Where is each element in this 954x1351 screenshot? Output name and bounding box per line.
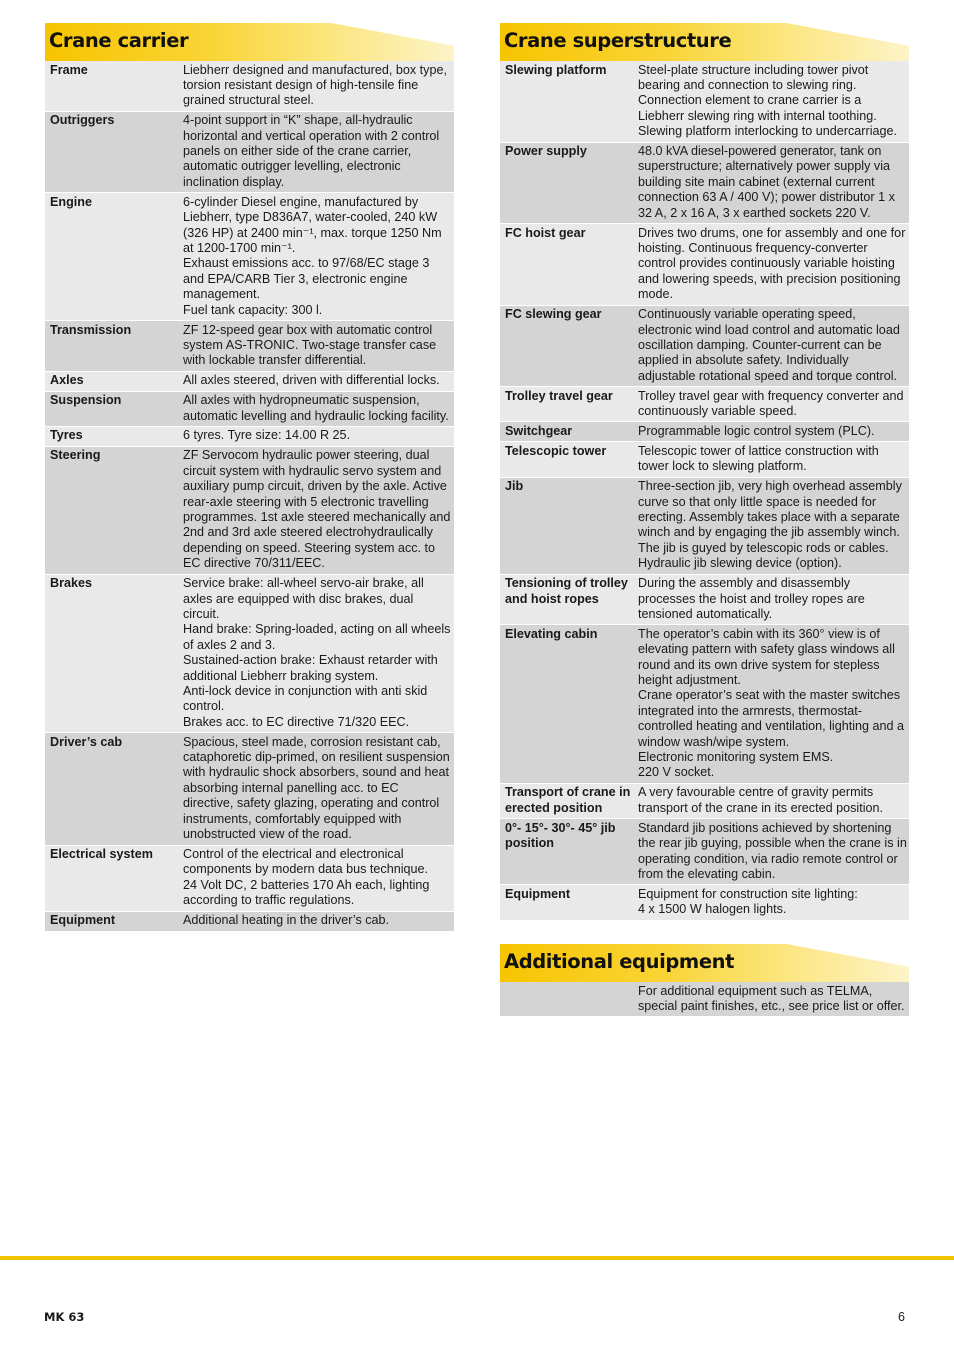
spec-row bbox=[500, 982, 909, 1016]
page-number: 6 bbox=[898, 1310, 905, 1324]
crane-superstructure-title: Crane superstructure bbox=[504, 29, 732, 52]
spec-row bbox=[45, 391, 454, 426]
spec-value: Spacious, steel made, corrosion resistant cab, cataphoretic dip-primed, on resilient suspension with hydraulic shock absorbers, sound and heat absorbing internal panelling acc. to EC directive, safety glazing, operating and control instruments, comfortably equipped with unobstructed view of the road. bbox=[178, 733, 454, 845]
spec-label: Slewing platform bbox=[500, 61, 633, 142]
spec-row bbox=[45, 911, 454, 930]
spec-value: Standard jib positions achieved by shortening the rear jib guying, possible when the crane is in operating condition, via radio remote control or from the elevating cabin. bbox=[633, 819, 909, 885]
spec-value: A very favourable centre of gravity permits transport of the crane in its erected position. bbox=[633, 783, 909, 818]
spec-value: Steel-plate structure including tower pivot bearing and connection to slewing ring. Connection element to crane carrier is a Liebherr slewing ring with internal toothing. Slewing platform interlocking to undercarriage. bbox=[633, 61, 909, 142]
spec-label: Frame bbox=[45, 61, 178, 111]
spec-value: ZF 12-speed gear box with automatic control system AS-TRONIC. Two-stage transfer case with lockable transfer differential. bbox=[178, 321, 454, 372]
spec-label: Equipment bbox=[45, 911, 178, 930]
spec-row bbox=[45, 446, 454, 574]
spec-row bbox=[45, 426, 454, 446]
spec-label: Equipment bbox=[500, 885, 633, 920]
spec-value: ZF Servocom hydraulic power steering, dual circuit system with hydraulic servo system and auxiliary pump circuit, driven by the axle. Active rear-axle steering with 5 electronic travelling programmes. 1st axle steered mechanically and 2nd and 3rd axle steered electrohydraulically depending on speed. Steering system acc. to EC directive 70/311/EEC. bbox=[178, 446, 454, 574]
spec-value: Programmable logic control system (PLC). bbox=[633, 422, 909, 442]
spec-label: Outriggers bbox=[45, 111, 178, 193]
spec-row bbox=[500, 442, 909, 477]
spec-row bbox=[500, 574, 909, 625]
spec-label: 0°- 15°- 30°- 45° jib position bbox=[500, 819, 633, 885]
spec-value: Control of the electrical and electronical components by modern data bus technique. 24 Volt DC, 2 batteries 170 Ah each, lighting according to traffic regulations. bbox=[178, 845, 454, 911]
additional-equipment-section bbox=[500, 944, 909, 1016]
spec-value: 6 tyres. Tyre size: 14.00 R 25. bbox=[178, 426, 454, 446]
spec-label: Suspension bbox=[45, 391, 178, 426]
spec-value: Liebherr designed and manufactured, box type, torsion resistant design of high-tensile fine grained structural steel. bbox=[178, 61, 454, 111]
spec-row bbox=[45, 371, 454, 391]
spec-label: Transport of crane in erected position bbox=[500, 783, 633, 818]
spec-value: All axles steered, driven with differential locks. bbox=[178, 371, 454, 391]
spec-label: Trolley travel gear bbox=[500, 387, 633, 422]
spec-value: Equipment for construction site lighting: 4 x 1500 W halogen lights. bbox=[633, 885, 909, 920]
crane-carrier-banner bbox=[45, 23, 454, 61]
spec-row bbox=[500, 819, 909, 885]
spec-row bbox=[45, 111, 454, 193]
spec-row bbox=[45, 321, 454, 372]
spec-row bbox=[500, 224, 909, 306]
spec-value: 48.0 kVA diesel-powered generator, tank on superstructure; alternatively power supply via building site main cabinet (external current connection 63 A / 400 V); power distributor 1 x 32 A, 2 x 16 A, 3 x earthed sockets 220 V. bbox=[633, 142, 909, 224]
spec-label: Steering bbox=[45, 446, 178, 574]
spec-row bbox=[500, 61, 909, 142]
spec-row bbox=[45, 61, 454, 111]
spec-label: Brakes bbox=[45, 574, 178, 733]
spec-value: Additional heating in the driver’s cab. bbox=[178, 911, 454, 930]
spec-value: During the assembly and disassembly processes the hoist and trolley ropes are tensioned automatically. bbox=[633, 574, 909, 625]
crane-carrier-title: Crane carrier bbox=[49, 29, 189, 52]
crane-superstructure-banner bbox=[500, 23, 909, 61]
spec-value: Telescopic tower of lattice construction with tower lock to slewing platform. bbox=[633, 442, 909, 477]
crane-carrier-table bbox=[45, 61, 454, 931]
spec-row bbox=[500, 885, 909, 920]
spec-row bbox=[500, 387, 909, 422]
spec-value: 6-cylinder Diesel engine, manufactured by Liebherr, type D836A7, water-cooled, 240 kW (326 HP) at 2400 min⁻¹, max. torque 1250 Nm at 1200-1700 min⁻¹. Exhaust emissions acc. to 97/68/EC stage 3 and EPA/CARB Tier 3, electronic engine management. Fuel tank capacity: 300 l. bbox=[178, 193, 454, 321]
spec-label: Electrical system bbox=[45, 845, 178, 911]
spec-label: Switchgear bbox=[500, 422, 633, 442]
spec-row bbox=[500, 783, 909, 818]
spec-row bbox=[45, 193, 454, 321]
spec-value: Service brake: all-wheel servo-air brake, all axles are equipped with disc brakes, dual circuit. Hand brake: Spring-loaded, acting on all wheels of axles 2 and 3. Sustained-action brake: Exhaust retarder with additional Liebherr braking system. Anti-lock device in conjunction with anti skid control. Brakes acc. to EC directive 71/320 EEC. bbox=[178, 574, 454, 733]
spec-value: Trolley travel gear with frequency converter and continuously variable speed. bbox=[633, 387, 909, 422]
spec-value: All axles with hydropneumatic suspension, automatic levelling and hydraulic locking facility. bbox=[178, 391, 454, 426]
spec-label: Elevating cabin bbox=[500, 625, 633, 784]
spec-label: FC slewing gear bbox=[500, 305, 633, 387]
spec-value: For additional equipment such as TELMA, special paint finishes, etc., see price list or offer. bbox=[633, 982, 909, 1016]
spec-row bbox=[500, 142, 909, 224]
spec-label: Axles bbox=[45, 371, 178, 391]
spec-row bbox=[45, 733, 454, 845]
spec-label: Telescopic tower bbox=[500, 442, 633, 477]
additional-equipment-table bbox=[500, 982, 909, 1016]
spec-label: Tyres bbox=[45, 426, 178, 446]
spec-value: Drives two drums, one for assembly and one for hoisting. Continuous frequency-converter control provides continuously variable hoisting and lowering speeds, with precision positioning mode. bbox=[633, 224, 909, 306]
spec-label: Power supply bbox=[500, 142, 633, 224]
spec-label bbox=[500, 982, 633, 1016]
spec-row bbox=[500, 477, 909, 574]
spec-row bbox=[45, 574, 454, 733]
spec-value: The operator’s cabin with its 360° view is of elevating pattern with safety glass windows all round and its own drive system for stepless height adjustment. Crane operator’s seat with the master switches integrated into the armrests, thermostat-controlled heating and ventilation, lighting and a window wash/wipe system. Electronic monitoring system EMS. 220 V socket. bbox=[633, 625, 909, 784]
spec-label: Jib bbox=[500, 477, 633, 574]
footer-model: MK 63 bbox=[44, 1310, 85, 1324]
footer-rule bbox=[0, 1256, 954, 1260]
spec-row bbox=[500, 305, 909, 387]
spec-row bbox=[45, 845, 454, 911]
crane-superstructure-section bbox=[500, 23, 909, 920]
spec-label: Driver’s cab bbox=[45, 733, 178, 845]
spec-row bbox=[500, 422, 909, 442]
crane-carrier-section bbox=[45, 23, 454, 931]
additional-equipment-banner bbox=[500, 944, 909, 982]
crane-superstructure-table bbox=[500, 61, 909, 920]
spec-label: Transmission bbox=[45, 321, 178, 372]
spec-value: 4-point support in “K” shape, all-hydraulic horizontal and vertical operation with 2 control panels on either side of the crane carrier, automatic outrigger levelling, electronic inclination display. bbox=[178, 111, 454, 193]
spec-value: Continuously variable operating speed, electronic wind load control and automatic load oscillation damping. Counter-current can be applied in absolute safety. Individually adjustable rotational speed and torque control. bbox=[633, 305, 909, 387]
spec-label: Engine bbox=[45, 193, 178, 321]
spec-label: Tensioning of trolley and hoist ropes bbox=[500, 574, 633, 625]
spec-row bbox=[500, 625, 909, 784]
spec-label: FC hoist gear bbox=[500, 224, 633, 306]
spec-value: Three-section jib, very high overhead assembly curve so that only little space is needed for erecting. Assembly takes place with a separate winch and by engaging the jib assembly winch. The jib is guyed by telescopic rods or cables. Hydraulic jib slewing device (option). bbox=[633, 477, 909, 574]
additional-equipment-title: Additional equipment bbox=[504, 950, 735, 973]
